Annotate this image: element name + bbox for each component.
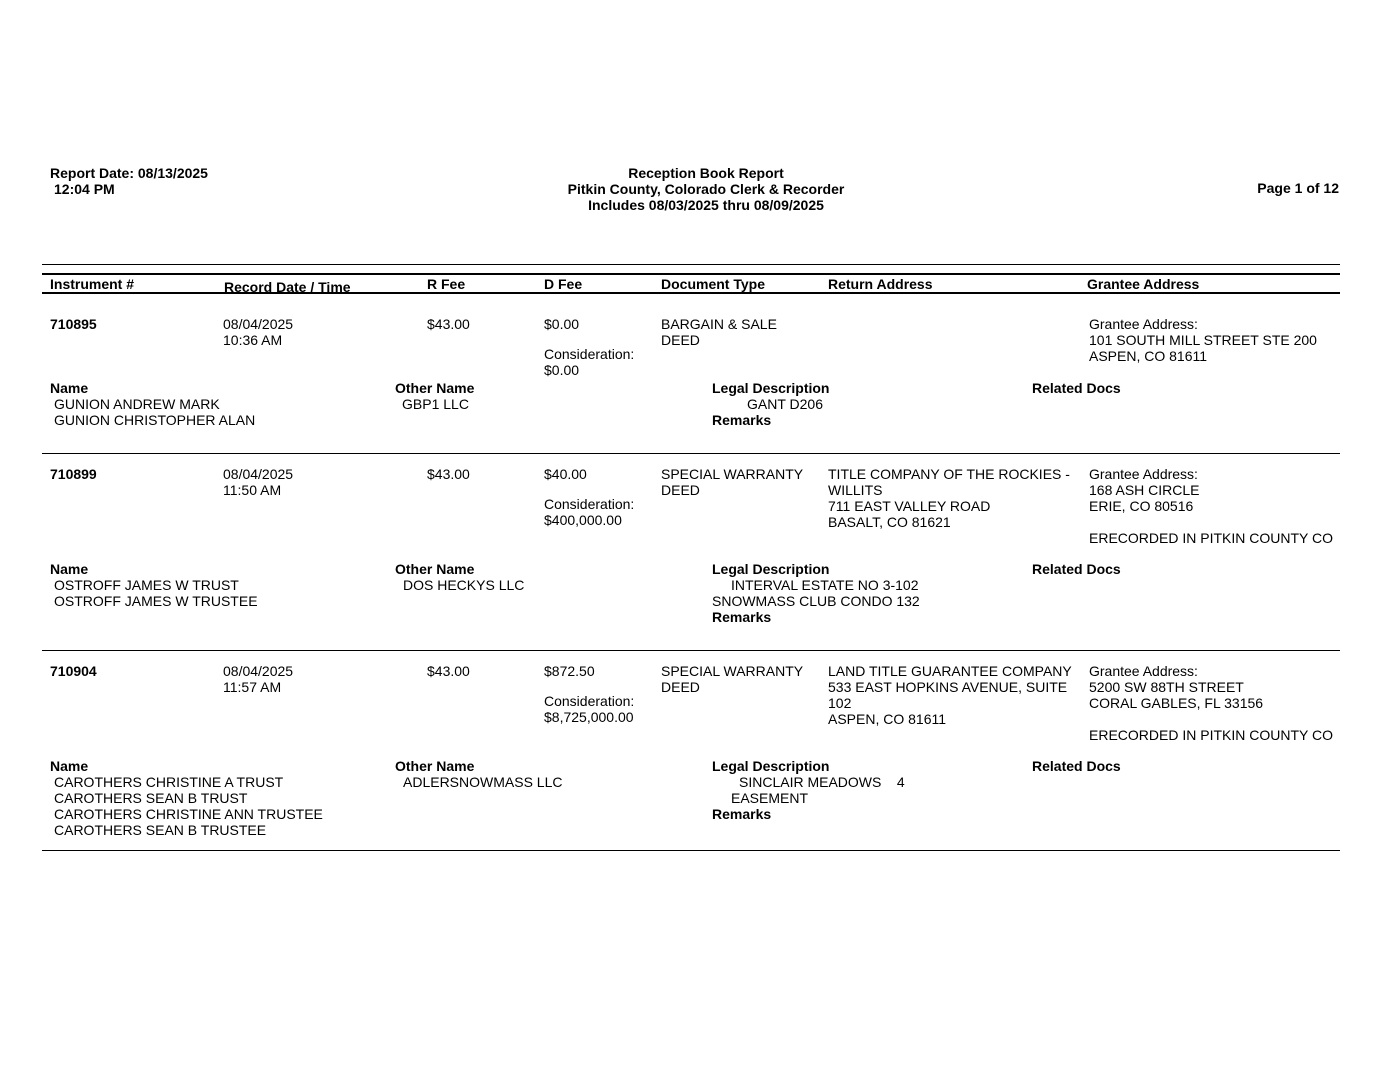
col-instrument: Instrument # <box>50 276 135 292</box>
grantee-address: Grantee Address: 5200 SW 88TH STREET CORAL GABLES, FL 33156 ERECORDED IN PITKIN COUNTY CO <box>1089 663 1333 743</box>
related-docs-label: Related Docs <box>1032 561 1121 577</box>
grantee-address: Grantee Address: 101 SOUTH MILL STREET STE 200 ASPEN, CO 81611 <box>1089 316 1317 364</box>
instrument-number: 710895 <box>50 316 97 332</box>
names: Name CAROTHERS CHRISTINE A TRUST CAROTHERS SEAN B TRUST CAROTHERS CHRISTINE ANN TRUSTEE CAROTHERS SEAN B TRUSTEE <box>50 758 323 838</box>
names: Name OSTROFF JAMES W TRUST OSTROFF JAMES W TRUSTEE <box>50 561 258 609</box>
other-names: Other Name ADLERSNOWMASS LLC <box>395 758 563 790</box>
document-type: SPECIAL WARRANTY DEED <box>661 466 804 498</box>
remarks-label: Remarks <box>712 412 772 428</box>
col-record-date: Record Date / Time <box>224 279 351 295</box>
legal-description: Legal Description SINCLAIR MEADOWS 4 EASEMENT Remarks <box>712 758 905 822</box>
header-rule-upper <box>42 273 1340 275</box>
report-office: Pitkin County, Colorado Clerk & Recorder <box>567 181 845 197</box>
record <box>0 663 1396 863</box>
instrument-number: 710899 <box>50 466 97 482</box>
document-type: SPECIAL WARRANTY DEED <box>661 663 804 695</box>
report-date: Report Date: 08/13/2025 <box>50 165 208 181</box>
related-docs-label: Related Docs <box>1032 758 1121 774</box>
report-title: Reception Book Report <box>628 165 784 181</box>
remarks-label: Remarks <box>712 609 772 625</box>
record <box>0 466 1396 666</box>
r-fee: $43.00 <box>427 316 470 332</box>
r-fee: $43.00 <box>427 663 470 679</box>
col-document-type: Document Type <box>661 276 765 292</box>
record-date: 08/04/2025 11:57 AM <box>223 663 294 695</box>
col-grantee-address: Grantee Address <box>1087 276 1200 292</box>
grantee-address: Grantee Address: 168 ASH CIRCLE ERIE, CO 80516 ERECORDED IN PITKIN COUNTY CO <box>1089 466 1333 546</box>
d-fee: $0.00 Consideration: $0.00 <box>544 316 635 378</box>
r-fee: $43.00 <box>427 466 470 482</box>
page-number: Page 1 of 12 <box>1257 180 1339 196</box>
record-date: 08/04/2025 10:36 AM <box>223 316 294 348</box>
record-date: 08/04/2025 11:50 AM <box>223 466 294 498</box>
other-names: Other Name DOS HECKYS LLC <box>395 561 525 593</box>
grantee-note: ERECORDED IN PITKIN COUNTY CO <box>1089 727 1333 743</box>
related-docs-label: Related Docs <box>1032 380 1121 396</box>
col-d-fee: D Fee <box>544 276 583 292</box>
record-divider <box>42 650 1340 651</box>
col-return-address: Return Address <box>828 276 933 292</box>
col-r-fee: R Fee <box>427 276 466 292</box>
report-time: 12:04 PM <box>54 181 115 197</box>
legal-description: Legal Description INTERVAL ESTATE NO 3-102 SNOWMASS CLUB CONDO 132 Remarks <box>712 561 920 625</box>
record-divider <box>42 850 1340 851</box>
report-range: Includes 08/03/2025 thru 08/09/2025 <box>588 197 824 213</box>
return-address: TITLE COMPANY OF THE ROCKIES - WILLITS 711 EAST VALLEY ROAD BASALT, CO 81621 <box>828 466 1070 530</box>
header-rule-top <box>42 264 1340 265</box>
other-names: Other Name GBP1 LLC <box>395 380 475 412</box>
report-title-block <box>0 165 1396 213</box>
document-type: BARGAIN & SALE DEED <box>661 316 777 348</box>
names: Name GUNION ANDREW MARK GUNION CHRISTOPHER ALAN <box>50 380 256 428</box>
legal-description: Legal Description GANT D206 Remarks <box>712 380 830 428</box>
instrument-number: 710904 <box>50 663 97 679</box>
record-divider <box>42 453 1340 454</box>
return-address: LAND TITLE GUARANTEE COMPANY 533 EAST HOPKINS AVENUE, SUITE 102 ASPEN, CO 81611 <box>828 663 1072 727</box>
d-fee: $40.00 Consideration: $400,000.00 <box>544 466 635 528</box>
remarks-label: Remarks <box>712 806 772 822</box>
d-fee: $872.50 Consideration: $8,725,000.00 <box>544 663 635 725</box>
grantee-note: ERECORDED IN PITKIN COUNTY CO <box>1089 530 1333 546</box>
